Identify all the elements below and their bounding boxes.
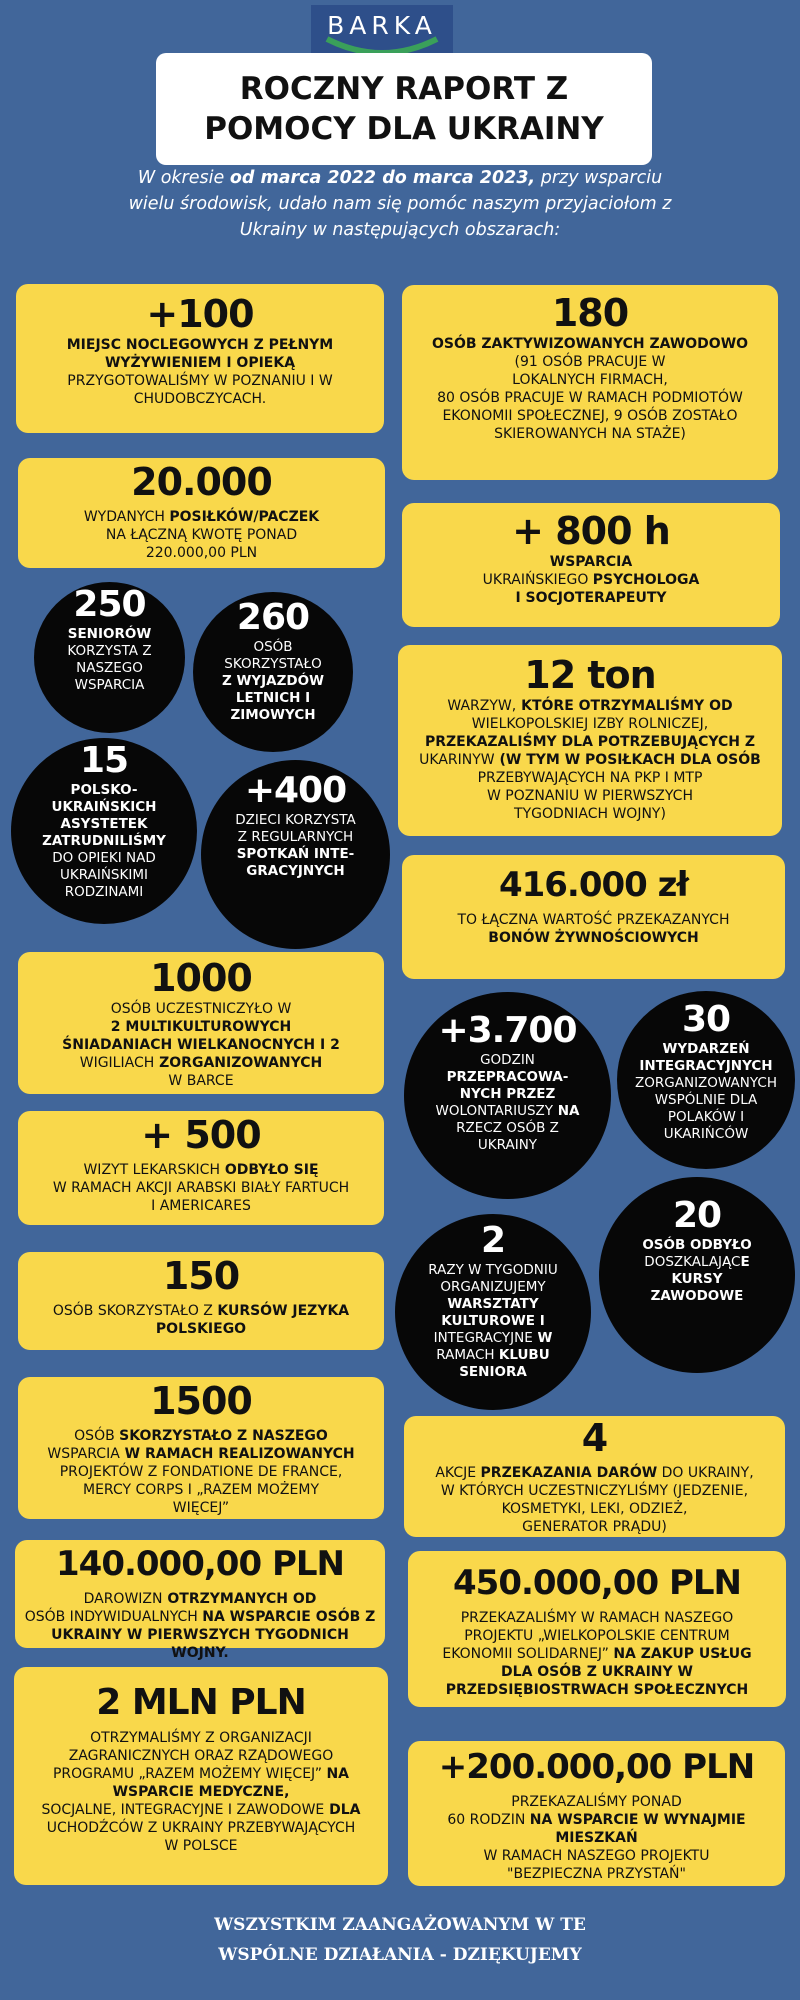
stat-card-support-projects (18, 1377, 384, 1519)
stat-line: GODZIN (480, 1052, 535, 1068)
stat-line: NA ŁĄCZNĄ KWOTĘ PONAD (105, 527, 298, 543)
stat-line: OSÓB INDYWIDUALNYCH NA WSPARCIE OSÓB Z (24, 1609, 376, 1625)
stat-value: 260 (236, 597, 310, 638)
stat-line: WOLONTARIUSZY NA (435, 1103, 580, 1119)
page-title: ROCZNY RAPORT Z POMOCY DLA UKRAINY (204, 71, 604, 147)
intro-post: przy wsparciu wielu środowisk, udało nam się pomóc naszym przyjaciołom z Ukrainy w następujących obszarach: (128, 168, 672, 240)
stat-card-donations-actions (404, 1416, 785, 1537)
stat-value: 20.000 (131, 460, 272, 504)
stat-value: +400 (244, 770, 347, 811)
stat-line: UKRAIŃSKICH (51, 799, 157, 815)
stat-description (20, 1729, 382, 1855)
stat-card-breakfasts (18, 952, 384, 1094)
stat-line: KOSMETYKI, LEKI, ODZIEŻ, (501, 1501, 688, 1517)
stat-line: INTEGRACYJNYCH (639, 1058, 773, 1074)
stat-value: 2 (480, 1220, 506, 1261)
stat-line: W POZNANIU W PIERWSZYCH (487, 788, 693, 804)
stat-line: W RAMACH AKCJI ARABSKI BIAŁY FARTUCH (52, 1180, 350, 1196)
stat-line: POLSKO- (70, 782, 138, 798)
stat-value: 4 (581, 1416, 608, 1460)
stat-line: 80 OSÓB PRACUJE W RAMACH PODMIOTÓW (437, 390, 743, 406)
stat-line: SPOTKAŃ INTE- (236, 846, 355, 862)
stat-line: RZECZ OSÓB Z (456, 1120, 559, 1136)
stat-description (21, 1590, 379, 1662)
stat-line: (91 OSÓB PRACUJE W (514, 354, 666, 370)
stat-value: 1500 (150, 1379, 252, 1423)
stat-line: 220.000,00 PLN (145, 545, 258, 561)
stat-description (408, 335, 772, 443)
stat-line: WYDARZEŃ (662, 1041, 750, 1057)
stat-circle-events (617, 991, 795, 1169)
logo-text: BARKA (327, 11, 437, 40)
stat-line: KORZYSTA Z (67, 643, 152, 659)
stat-line: Z WYJAZDÓW (222, 673, 324, 689)
stat-line: POLSKIEGO (155, 1321, 247, 1337)
stat-value: + 800 h (512, 509, 670, 553)
stat-line: TO ŁĄCZNA WARTOŚĆ PRZEKAZANYCH (457, 912, 730, 928)
stat-card-employment (402, 285, 778, 480)
stat-line: UKRAINY (477, 1137, 538, 1153)
stat-line: W RAMACH NASZEGO PROJEKTU (483, 1848, 710, 1864)
stat-description (24, 1000, 378, 1090)
stat-line: SENIORA (459, 1364, 527, 1380)
stat-line: 2 MULTIKULTUROWYCH (110, 1019, 292, 1035)
stat-line: DOSZKALAJĄCE (644, 1254, 750, 1270)
stat-line: EKONOMII SOLIDARNEJ” NA ZAKUP USŁUG (442, 1646, 752, 1662)
stat-line: OSÓB UCZESTNICZYŁO W (110, 1001, 292, 1017)
stat-line: OTRZYMALIŚMY Z ORGANIZACJI (90, 1730, 312, 1746)
stat-card-private-donations (15, 1540, 385, 1661)
stat-circle-courses (599, 1177, 795, 1373)
title-card (156, 53, 652, 165)
stat-line: RAZY W TYGODNIU (428, 1262, 558, 1278)
stat-line: WSPÓLNIE DLA (654, 1092, 758, 1108)
stat-line: WSPARCIA W RAMACH REALIZOWANYCH (47, 1446, 355, 1462)
stat-description (24, 508, 379, 562)
stat-value: + 500 (141, 1113, 261, 1157)
stat-line: KULTUROWE I (441, 1313, 545, 1329)
stat-line: PRZEKAZALIŚMY DLA POTRZEBUJĄCYCH Z (424, 734, 756, 750)
stat-line: WIZYT LEKARSKICH ODBYŁO SIĘ (83, 1162, 319, 1178)
stat-description (11, 782, 197, 901)
stat-line: NASZEGO (76, 660, 143, 676)
intro-text (120, 165, 680, 243)
stat-line: UKRAIŃSKIEGO PSYCHOLOGA (482, 572, 700, 588)
stat-description (404, 697, 776, 823)
stat-line: AKCJE PRZEKAZANIA DARÓW DO UKRAINY, (435, 1465, 754, 1481)
stat-description (22, 336, 378, 408)
stat-value: +200.000,00 PLN (438, 1747, 755, 1787)
stat-value: 450.000,00 PLN (453, 1563, 741, 1603)
stat-card-beds (16, 284, 384, 433)
stat-line: ASYSTETEK (60, 816, 148, 832)
stat-card-medical-visits (18, 1111, 384, 1225)
stat-line: SOCJALNE, INTEGRACYJNE I ZAWODOWE DLA (41, 1802, 361, 1818)
stat-line: PROJEKTU „WIELKOPOLSKIE CENTRUM (464, 1628, 730, 1644)
stat-value: 150 (162, 1254, 240, 1298)
stat-line: DO OPIEKI NAD (52, 850, 156, 866)
stat-description (201, 812, 390, 880)
stat-value: +100 (146, 292, 254, 336)
stat-line: TYGODNIACH WOJNY) (514, 806, 666, 822)
stat-line: UCHODŹCÓW Z UKRAINY PRZEBYWAJĄCYCH (46, 1820, 356, 1836)
stat-line: "BEZPIECZNA PRZYSTAŃ" (507, 1866, 686, 1882)
stat-line: DZIECI KORZYSTA (235, 812, 356, 828)
stat-line: MERCY CORPS I „RAZEM MOŻEMY (83, 1482, 319, 1498)
stat-line: SKORZYSTAŁO (224, 656, 322, 672)
stat-line: UKRAINY W PIERWSZYCH TYGODNICH WOJNY. (51, 1627, 349, 1661)
stat-description (24, 1161, 378, 1215)
stat-line: EKONOMII SPOŁECZNEJ, 9 OSÓB ZOSTAŁO (442, 408, 738, 424)
footer-line-1: WSZYSTKIM ZAANGAŻOWANYM W TE (214, 1915, 586, 1935)
stat-line: PROJEKTÓW Z FONDATIONE DE FRANCE, (59, 1464, 343, 1480)
stat-line: 60 RODZIN NA WSPARCIE W WYNAJMIE (447, 1812, 746, 1828)
stat-line: GENERATOR PRĄDU) (522, 1519, 667, 1535)
stat-description (414, 1793, 779, 1883)
stat-description (410, 1464, 779, 1536)
stat-line: WARZYW, KTÓRE OTRZYMALIŚMY OD (447, 698, 733, 714)
stat-line: W BARCE (168, 1073, 234, 1089)
stat-line: I AMERICARES (151, 1198, 251, 1214)
stat-line: W POLSCE (164, 1838, 238, 1854)
stat-card-vouchers (402, 855, 785, 979)
stat-line: ZATRUDNILIŚMY (42, 833, 166, 849)
stat-line: LETNICH I (235, 690, 311, 706)
stat-value: 20 (672, 1195, 722, 1236)
stat-value: 1000 (150, 956, 252, 1000)
intro-pre: W okresie (137, 168, 230, 188)
stat-line: OSÓB (253, 639, 293, 655)
stat-line: PROGRAMU „RAZEM MOŻEMY WIĘCEJ” NA (52, 1766, 350, 1782)
stat-description (414, 1609, 780, 1699)
stat-line: ZIMOWYCH (230, 707, 316, 723)
stat-line: PRZEPRACOWA- (446, 1069, 569, 1085)
stat-value: 12 ton (524, 653, 656, 697)
stat-line: WIELKOPOLSKIEJ IZBY ROLNICZEJ, (471, 716, 709, 732)
stat-card-vegetables (398, 645, 782, 836)
stat-value: 180 (551, 291, 629, 335)
stat-line: RAMACH KLUBU (436, 1347, 550, 1363)
stat-line: OSÓB ZAKTYWIZOWANYCH ZAWODOWO (431, 336, 749, 352)
stat-circle-children (201, 760, 390, 949)
stat-description (34, 626, 185, 694)
stat-description (599, 1237, 795, 1305)
stat-line: PRZEBYWAJĄCYCH NA PKP I MTP (477, 770, 703, 786)
stat-line: OSÓB SKORZYSTAŁO Z NASZEGO (74, 1428, 328, 1444)
stat-value: +3.700 (438, 1010, 577, 1051)
stat-circle-assistants (11, 738, 197, 924)
stat-card-foreign-funding (14, 1667, 388, 1885)
stat-card-social-economy (408, 1551, 786, 1707)
stat-line: PRZYGOTOWALIŚMY W POZNANIU I W (67, 373, 333, 389)
stat-description (617, 1041, 795, 1143)
intro-bold: od marca 2022 do marca 2023, (229, 168, 536, 188)
stat-line: WYŻYWIENIEM I OPIEKĄ (104, 355, 296, 371)
stat-value: 250 (73, 584, 146, 625)
footer-thanks (120, 1910, 680, 1970)
stat-description (408, 553, 774, 607)
stat-line: MIESZKAŃ (555, 1830, 638, 1846)
stat-line: UKARIŃCÓW (663, 1126, 749, 1142)
stat-description (395, 1262, 591, 1381)
stat-circle-trips (193, 592, 353, 752)
stat-description (404, 1052, 611, 1154)
stat-line: OSÓB SKORZYSTAŁO Z KURSÓW JEZYKA (52, 1303, 350, 1319)
stat-card-meals (18, 458, 385, 568)
stat-value: 15 (79, 740, 129, 781)
stat-circle-seniors (34, 582, 185, 733)
stat-description (24, 1302, 378, 1338)
stat-line: SKIEROWANYCH NA STAŻE) (494, 426, 686, 442)
stat-circle-volunteers (404, 992, 611, 1199)
stat-line: WSPARCIA (74, 677, 145, 693)
stat-line: W KTÓRYCH UCZESTNICZYLIŚMY (JEDZENIE, (440, 1483, 749, 1499)
stat-line: ŚNIADANIACH WIELKANOCNYCH I 2 (62, 1037, 340, 1053)
stat-line: WSPARCIE MEDYCZNE, (112, 1784, 290, 1800)
stat-line: DLA OSÓB Z UKRAINY W (501, 1664, 693, 1680)
barka-logo (311, 5, 453, 55)
stat-line: PRZEKAZALIŚMY W RAMACH NASZEGO (460, 1610, 734, 1626)
stat-value: 416.000 zł (498, 865, 689, 905)
stat-line: WSPARCIA (549, 554, 633, 570)
stat-line: ORGANIZUJEMY (440, 1279, 546, 1295)
stat-line: DAROWIZN OTRZYMANYCH OD (83, 1591, 317, 1607)
stat-line: BONÓW ŻYWNOŚCIOWYCH (488, 930, 699, 946)
stat-line: UKRAIŃSKIMI (60, 867, 148, 883)
stat-line: MIEJSC NOCLEGOWYCH Z PEŁNYM (66, 337, 334, 353)
stat-value: 30 (681, 999, 731, 1040)
stat-line: UKARINYW (W TYM W POSIŁKACH DLA OSÓB (419, 752, 761, 768)
stat-value: 2 MLN PLN (96, 1682, 306, 1723)
stat-line: GRACYJNYCH (246, 863, 345, 879)
stat-description (193, 639, 353, 724)
stat-line: NYCH PRZEZ (459, 1086, 556, 1102)
stat-line: KURSY (671, 1271, 723, 1287)
footer-line-2: WSPÓLNE DZIAŁANIA - DZIĘKUJEMY (218, 1945, 582, 1965)
stat-card-psychologist (402, 503, 780, 627)
stat-card-language-courses (18, 1252, 384, 1350)
stat-circle-workshops (395, 1214, 591, 1410)
stat-line: WYDANYCH POSIŁKÓW/PACZEK (83, 509, 320, 525)
stat-line: WIGILIACH ZORGANIZOWANYCH (79, 1055, 323, 1071)
stat-line: SENIORÓW (67, 626, 152, 642)
stat-line: ZORGANIZOWANYCH (635, 1075, 777, 1091)
stat-line: RODZINAMI (64, 884, 144, 900)
stat-line: WIĘCEJ” (172, 1500, 230, 1516)
stat-line: PRZEDSIĘBIOSTRWACH SPOŁECZNYCH (445, 1682, 749, 1698)
stat-description (408, 911, 779, 947)
stat-line: CHUDOBCZYCACH. (133, 391, 267, 407)
stat-line: WARSZTATY (447, 1296, 539, 1312)
stat-card-housing (408, 1741, 785, 1886)
stat-value: 140.000,00 PLN (56, 1544, 344, 1584)
stat-line: ZAGRANICZNYCH ORAZ RZĄDOWEGO (68, 1748, 334, 1764)
stat-line: LOKALNYCH FIRMACH, (512, 372, 668, 388)
stat-line: ZAWODOWE (650, 1288, 744, 1304)
stat-line: Z REGULARNYCH (237, 829, 354, 845)
stat-line: POLAKÓW I (667, 1109, 745, 1125)
stat-description (24, 1427, 378, 1517)
stat-line: OSÓB ODBYŁO (642, 1237, 752, 1253)
stat-line: INTEGRACYJNE W (433, 1330, 553, 1346)
stat-line: I SOCJOTERAPEUTY (515, 590, 667, 606)
stat-line: PRZEKAZALIŚMY PONAD (511, 1794, 682, 1810)
logo-arc-icon (311, 5, 453, 55)
